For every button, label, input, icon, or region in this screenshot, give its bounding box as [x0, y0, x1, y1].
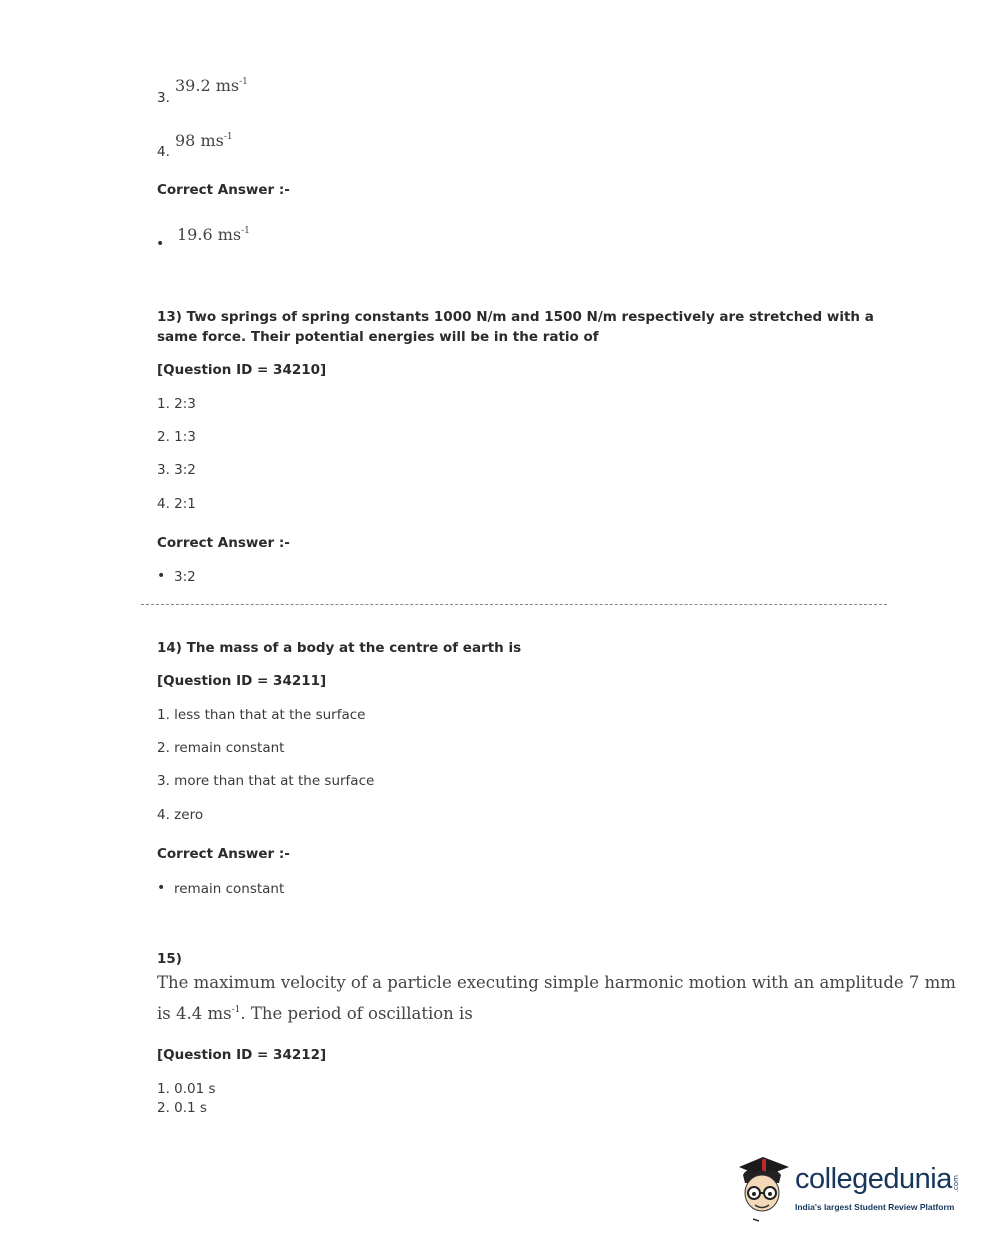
- question-13-option-1: 1. 2:3: [157, 396, 196, 412]
- question-15-text-line1: The maximum velocity of a particle executing simple harmonic motion with an amplitude 7 mm: [157, 973, 956, 992]
- q15-text-b: . The period of oscillation is: [240, 1004, 473, 1023]
- correct-answer-label: Correct Answer :-: [157, 535, 290, 551]
- bullet-icon: •: [157, 568, 166, 584]
- question-15-option-2: 2. 0.1 s: [157, 1100, 207, 1116]
- question-15-option-1: 1. 0.01 s: [157, 1081, 216, 1097]
- question-14-option-3: 3. more than that at the surface: [157, 773, 375, 789]
- option-number: 4.: [157, 144, 170, 160]
- question-13-text-line1: 13) Two springs of spring constants 1000 N/m and 1500 N/m respectively are stretched with a: [157, 309, 874, 325]
- option-value: [175, 131, 233, 150]
- correct-answer-value: 3:2: [174, 569, 196, 585]
- question-15-number: 15): [157, 951, 182, 967]
- question-14-option-4: 4. zero: [157, 807, 204, 823]
- question-14-option-1: 1. less than that at the surface: [157, 707, 366, 723]
- question-14-option-2: 2. remain constant: [157, 740, 285, 756]
- option-value-text: 98 ms: [175, 131, 224, 150]
- question-13-option-3: 3. 3:2: [157, 462, 196, 478]
- correct-answer-label: Correct Answer :-: [157, 846, 290, 862]
- exponent: -1: [239, 77, 248, 87]
- logo-com: .com: [952, 1175, 960, 1193]
- mascot-icon: [733, 1153, 795, 1223]
- question-14-text: 14) The mass of a body at the centre of earth is: [157, 640, 522, 656]
- question-13-option-4: 4. 2:1: [157, 496, 196, 512]
- collegedunia-logo: [733, 1153, 963, 1223]
- exponent: -1: [241, 226, 250, 236]
- option-value: [175, 76, 248, 95]
- bullet-icon: •: [156, 236, 165, 252]
- question-15-id: [Question ID = 34212]: [157, 1047, 327, 1063]
- question-13-text-line2: same force. Their potential energies will be in the ratio of: [157, 329, 599, 345]
- section-divider: [141, 604, 887, 605]
- option-number: 3.: [157, 90, 170, 106]
- question-14-id: [Question ID = 34211]: [157, 673, 327, 689]
- logo-wordmark: collegedunia: [795, 1163, 952, 1195]
- exponent: -1: [223, 132, 233, 142]
- correct-answer-label: Correct Answer :-: [157, 182, 290, 198]
- option-value-text: 39.2 ms: [175, 76, 240, 95]
- answer-text: 19.6 ms: [177, 225, 242, 244]
- question-13-option-2: 2. 1:3: [157, 429, 196, 445]
- q15-text-a: is 4.4 ms: [157, 1004, 232, 1023]
- question-13-id: [Question ID = 34210]: [157, 362, 327, 378]
- exponent: -1: [231, 1005, 241, 1015]
- correct-answer-value: [177, 225, 250, 244]
- question-15-text-line2: [157, 1004, 473, 1023]
- correct-answer-value: remain constant: [174, 881, 285, 897]
- bullet-icon: •: [157, 880, 166, 896]
- logo-tagline: India's largest Student Review Platform: [795, 1202, 955, 1212]
